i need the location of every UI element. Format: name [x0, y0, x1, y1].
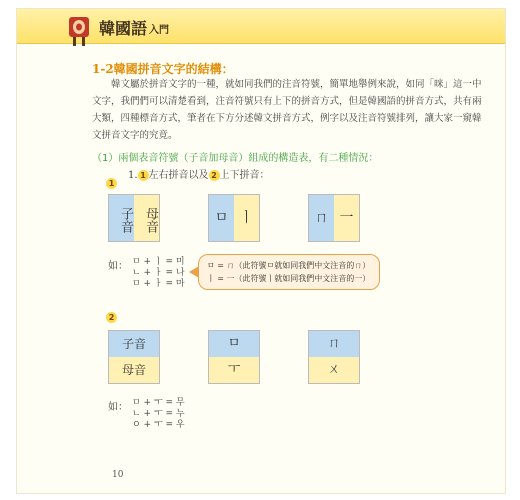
header-subtitle: 入門: [149, 25, 169, 36]
example-line: ㅇ + ㅜ = 우: [132, 420, 185, 430]
vowel-cell: 母音: [134, 195, 159, 241]
intro-text: 韓文屬於拼音文字的一種，就如同我們的注音符號，簡單地舉例來說，如同「咪」這一中文字，我們們可以清楚看到，注音符號只有上下的拼音方式，但是韓國語的拼音方式，共有兩大類，四種標音方式，筆者在下方分述韓文拼音方式，例字以及注音符號排列，讓大家一窺韓文拼音文字的究竟。: [92, 79, 482, 141]
tb-example-zhuyin: [308, 330, 360, 384]
vowel-cell: 母音: [109, 357, 159, 383]
section2-marker: 2: [106, 312, 117, 323]
example-line: ㄴ + ㅜ = 누: [132, 409, 185, 419]
consonant-cell: 子音: [109, 195, 134, 241]
zhuyin-consonant-cell: ㄇ: [309, 195, 334, 241]
note-line: ㅣ = 一（此符號ㅣ就如同我們中文注音的一）: [207, 274, 371, 283]
example-line: ㅁ + ㅣ = 미: [132, 257, 185, 267]
example-line: ㅁ + ㅜ = 무: [132, 398, 185, 408]
cases-prefix: 1.: [128, 170, 138, 181]
examples-label-1: 如：: [108, 261, 128, 272]
cases-line: [128, 166, 270, 181]
section1-marker: 1: [106, 178, 117, 189]
consonant-cell: 子音: [109, 331, 159, 357]
tb-structure-diagram: [108, 330, 160, 384]
korean-consonant-cell: ㅁ: [209, 195, 234, 241]
korean-consonant-cell: ㅁ: [209, 331, 259, 357]
zhuyin-vowel-cell: ㄨ: [309, 357, 359, 383]
examples-list-2: [132, 398, 185, 431]
examples-label-2: 如：: [108, 402, 128, 413]
intro-paragraph: [92, 76, 482, 144]
case-text-2: 上下拼音：: [219, 170, 270, 181]
zhuyin-vowel-cell: 一: [334, 195, 359, 241]
korean-vowel-cell: ㅣ: [234, 195, 259, 241]
page-number: 10: [112, 470, 124, 480]
case-text-1: 左右拼音以及: [148, 170, 209, 181]
examples-list-1: [132, 257, 185, 290]
note-line: ㅁ = ㄇ（此符號ㅁ就如同我們中文注音的ㄇ）: [207, 261, 371, 270]
subheading: （1）兩個表音符號（子音加母音）組成的構造表，有二種情況：: [92, 153, 379, 164]
example-line: ㅁ + ㅏ = 마: [132, 279, 185, 289]
lr-example-zhuyin: [308, 194, 360, 242]
korean-vowel-cell: ㅜ: [209, 357, 259, 383]
case-marker-1: 1: [138, 170, 149, 181]
note-bubble: [198, 254, 380, 290]
example-line: ㄴ + ㅏ = 나: [132, 268, 185, 278]
lr-structure-diagram: [108, 194, 160, 242]
zhuyin-consonant-cell: ㄇ: [309, 331, 359, 357]
header-title: 韓國語: [99, 19, 148, 38]
lr-example-korean: [208, 194, 260, 242]
section-title: 1-2韓國拼音文字的結構：: [92, 62, 234, 76]
tb-example-korean: [208, 330, 260, 384]
case-marker-2: 2: [209, 170, 220, 181]
drum-icon: [65, 11, 93, 47]
